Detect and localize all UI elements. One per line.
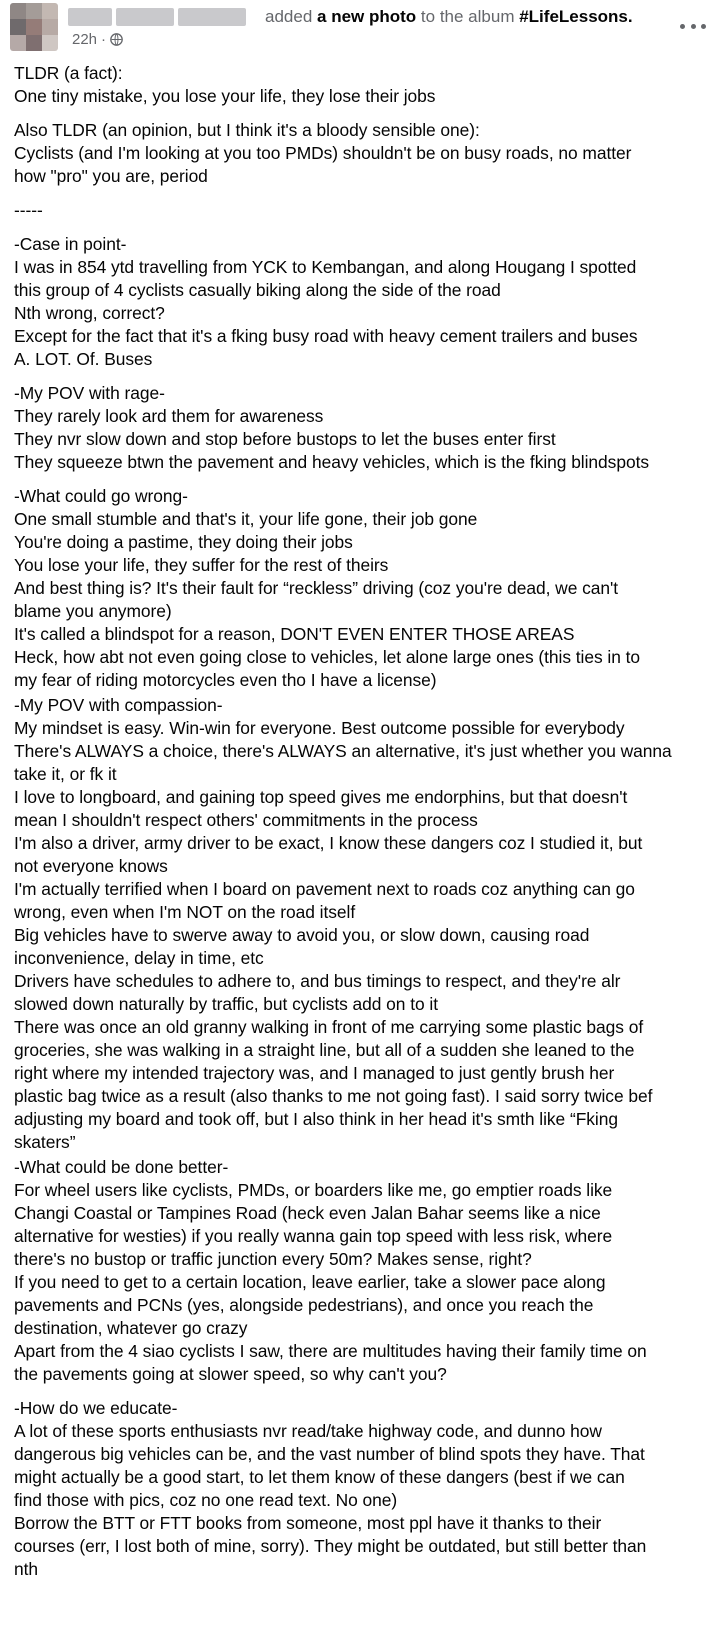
timestamp[interactable]: 22h (72, 31, 98, 48)
post-text-line: For wheel users like cyclists, PMDs, or boarders like me, go emptier roads like (14, 1180, 613, 1200)
post-text-line: how "pro" you are, period (14, 166, 208, 186)
post-text-line: slowed down naturally by traffic, but cyclists add on to it (14, 994, 438, 1014)
post-text-line: my fear of riding motorcycles even tho I have a license) (14, 670, 437, 690)
post-paragraph (14, 62, 714, 108)
post-text-line: They rarely look ard them for awareness (14, 406, 324, 426)
post-action-text (265, 7, 633, 27)
post-paragraph (14, 694, 714, 1154)
post-text-line: I was in 854 ytd travelling from YCK to Kembangan, and along Hougang I spotted (14, 257, 637, 277)
post-text-line: My mindset is easy. Win-win for everyone. Best outcome possible for everybody (14, 718, 625, 738)
post-text-line: Cyclists (and I'm looking at you too PMDs) shouldn't be on busy roads, no matter (14, 143, 632, 163)
post-text-line: might actually be a good start, to let them know of these dangers (best if we can (14, 1467, 625, 1487)
post-text-line: You're doing a pastime, they doing their jobs (14, 532, 353, 552)
post-text-line: There's ALWAYS a choice, there's ALWAYS an alternative, it's just whether you wanna (14, 741, 672, 761)
post-text-line: -How do we educate- (14, 1398, 178, 1418)
post-paragraph (14, 119, 714, 188)
post-text-line: plastic bag twice as a result (also thanks to me not going fast). I said sorry twice bef (14, 1086, 653, 1106)
post-paragraph (14, 382, 714, 474)
meta-dot: · (101, 31, 107, 48)
post-text-line: They nvr slow down and stop before bustops to let the buses enter first (14, 429, 556, 449)
post-text-line: I'm also a driver, army driver to be exact, I know these dangers coz I studied it, but (14, 833, 643, 853)
post-text-line: Heck, how abt not even going close to vehicles, let alone large ones (this ties in to (14, 647, 641, 667)
post-text-line: right where my intended trajectory was, and I managed to just gently brush her (14, 1063, 615, 1083)
post-text-line: blame you anymore) (14, 601, 172, 621)
post-text-line: One tiny mistake, you lose your life, they lose their jobs (14, 86, 436, 106)
post-body (14, 62, 714, 1592)
post-paragraph (14, 485, 714, 692)
post-text-line: And best thing is? It's their fault for “reckless” driving (coz you're dead, we can't (14, 578, 619, 598)
album-link[interactable]: #LifeLessons. (519, 7, 633, 26)
post-text-line: -What could be done better- (14, 1157, 229, 1177)
post-text-line: there's no bustop or traffic junction every 50m? Makes sense, right? (14, 1249, 532, 1269)
post-paragraph (14, 1397, 714, 1581)
post-text-line: A. LOT. Of. Buses (14, 349, 153, 369)
post-text-line: adjusting my board and took off, but I also think in her head it's smth like “Fking (14, 1109, 618, 1129)
post-text-line: They squeeze btwn the pavement and heavy vehicles, which is the fking blindspots (14, 452, 649, 472)
post-text-line: mean I shouldn't respect others' commitments in the process (14, 810, 478, 830)
post-text-line: It's called a blindspot for a reason, DON'T EVEN ENTER THOSE AREAS (14, 624, 575, 644)
post-text-line: A lot of these sports enthusiasts nvr read/take highway code, and dunno how (14, 1421, 602, 1441)
post-text-line: dangerous big vehicles can be, and the vast number of blind spots they have. That (14, 1444, 645, 1464)
post-text-line: ----- (14, 200, 43, 220)
post-text-line: not everyone knows (14, 856, 168, 876)
post-text-line: skaters” (14, 1132, 76, 1152)
post-text-line: take it, or fk it (14, 764, 117, 784)
post-text-line: -What could go wrong- (14, 486, 188, 506)
post-text-line: nth (14, 1559, 39, 1579)
post-text-line: find those with pics, coz no one read text. No one) (14, 1490, 398, 1510)
action-object: a new photo (317, 7, 417, 26)
post-text-line: Nth wrong, correct? (14, 303, 165, 323)
post-text-line: Changi Coastal or Tampines Road (heck even Jalan Bahar seems like a nice (14, 1203, 601, 1223)
post-text-line: groceries, she was walking in a straight line, but all of a sudden she leaned to the (14, 1040, 635, 1060)
post-meta (72, 31, 123, 48)
post-text-line: Also TLDR (an opinion, but I think it's a bloody sensible one): (14, 120, 480, 140)
post-text-line: destination, whatever go crazy (14, 1318, 248, 1338)
action-middle: to the album (420, 7, 515, 26)
post-text-line: I love to longboard, and gaining top speed gives me endorphins, but that doesn't (14, 787, 628, 807)
post-text-line: Borrow the BTT or FTT books from someone, most ppl have it thanks to their (14, 1513, 602, 1533)
globe-icon (110, 33, 123, 46)
post-text-line: You lose your life, they suffer for the rest of theirs (14, 555, 389, 575)
post-text-line: If you need to get to a certain location, leave earlier, take a slower pace along (14, 1272, 606, 1292)
avatar[interactable] (10, 3, 58, 51)
post-text-line: Big vehicles have to swerve away to avoid you, or slow down, causing road (14, 925, 590, 945)
post-text-line: One small stumble and that's it, your life gone, their job gone (14, 509, 478, 529)
post-text-line: inconvenience, delay in time, etc (14, 948, 264, 968)
post-header (0, 0, 728, 58)
author-name-redacted[interactable] (68, 8, 254, 28)
post-text-line: -My POV with compassion- (14, 695, 223, 715)
post-paragraph (14, 1156, 714, 1386)
post-text-line: Except for the fact that it's a fking busy road with heavy cement trailers and buses (14, 326, 638, 346)
post-text-line: There was once an old granny walking in front of me carrying some plastic bags of (14, 1017, 644, 1037)
post-text-line: -Case in point- (14, 234, 127, 254)
more-horizontal-icon[interactable] (680, 16, 706, 36)
post-text-line: this group of 4 cyclists casually biking along the side of the road (14, 280, 501, 300)
post-paragraph (14, 233, 714, 371)
post-text-line: courses (err, I lost both of mine, sorry). They might be outdated, but still better than (14, 1536, 647, 1556)
post-text-line: alternative for westies) if you really wanna gain top speed with less risk, where (14, 1226, 613, 1246)
post-text-line: pavements and PCNs (yes, alongside pedestrians), and once you reach the (14, 1295, 594, 1315)
post-text-line: -My POV with rage- (14, 383, 165, 403)
post-paragraph (14, 199, 714, 222)
post-text-line: I'm actually terrified when I board on pavement next to roads coz anything can go (14, 879, 635, 899)
post-text-line: Apart from the 4 siao cyclists I saw, there are multitudes having their family time on (14, 1341, 647, 1361)
post-text-line: the pavements going at slower speed, so why can't you? (14, 1364, 447, 1384)
post-text-line: wrong, even when I'm NOT on the road itself (14, 902, 356, 922)
post-text-line: TLDR (a fact): (14, 63, 123, 83)
post-text-line: Drivers have schedules to adhere to, and bus timings to respect, and they're alr (14, 971, 621, 991)
action-prefix: added (265, 7, 313, 26)
